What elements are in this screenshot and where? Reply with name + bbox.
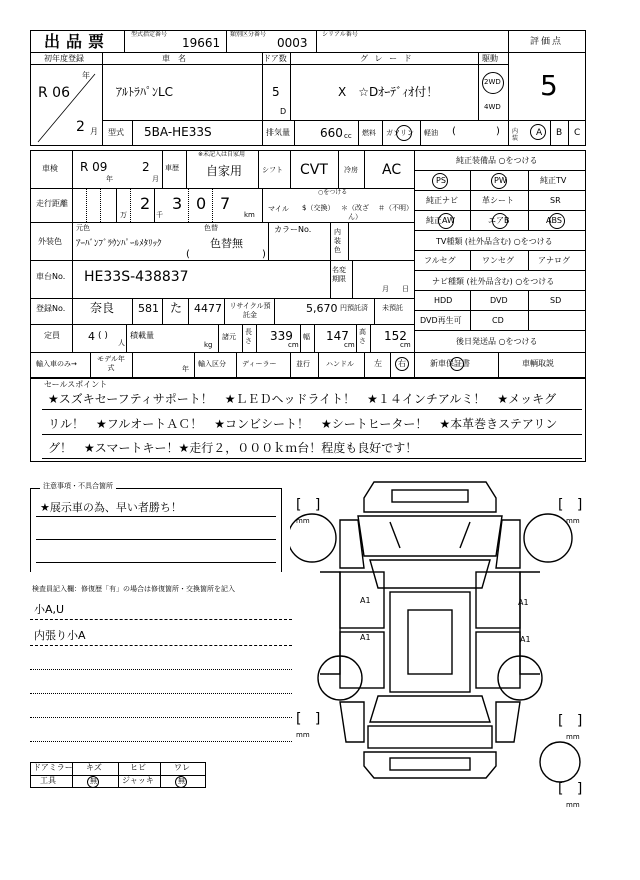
width-cm: cm — [344, 341, 355, 349]
interior-color-label: 内装色 — [334, 228, 341, 254]
fuel-bracket-l: ( — [452, 126, 456, 137]
dvd-play: DVD再生可 — [420, 316, 462, 325]
missing-jack: ジャッキ — [122, 776, 154, 785]
drive-label: 駆動 — [482, 54, 498, 63]
capacity-value: 4 — [88, 330, 95, 343]
dvd-cd: CD — [492, 316, 504, 325]
import-label: 輸入車のみ→ — [36, 360, 77, 368]
recycle-label: リサイクル預託金 — [229, 302, 271, 319]
mileage-sen-unit: 千 — [156, 211, 163, 219]
rear-plate — [390, 758, 470, 770]
height-label: 高さ — [359, 328, 366, 345]
parallel-label: 並行 — [296, 360, 310, 368]
front-right-door — [476, 572, 520, 628]
missing-tool: 工具 — [40, 776, 56, 785]
inspection-month: 2 — [142, 160, 150, 174]
color-no-label: カラーNo. — [274, 225, 312, 234]
damage-mark-1: A1 — [360, 596, 371, 605]
first-reg-era: R 06 — [38, 85, 70, 101]
ac-value: AC — [382, 162, 402, 178]
height-cm: cm — [400, 341, 411, 349]
fuel-diesel: 軽油 — [424, 129, 438, 137]
tv-oneseg: ワンセグ — [482, 256, 514, 265]
damage-mark-2: A1 — [518, 598, 529, 607]
car-damage-diagram — [290, 476, 590, 816]
load-unit: kg — [204, 341, 213, 349]
height-value: 152 — [384, 329, 407, 343]
later-title: 後日発送品 ○をつける — [456, 337, 538, 346]
tv-full: フルセグ — [424, 256, 456, 265]
car-name-label: 車 名 — [162, 54, 186, 63]
equip-sr: SR — [550, 196, 561, 205]
rear-bumper — [364, 752, 496, 778]
interior-grade-b: B — [556, 128, 563, 138]
equip-leather: 革シート — [482, 196, 514, 205]
front-bumper — [364, 482, 496, 512]
mileage-circle-note: ○をつける — [318, 189, 348, 196]
interior-label: 内装 — [512, 128, 519, 142]
reg-region: 奈良 — [90, 301, 115, 315]
tire-bracket-rr: [ ] — [558, 713, 583, 729]
mileage-opt-tampered: ＊（改ざん） — [341, 204, 369, 221]
width-value: 147 — [326, 329, 349, 343]
equip-aw-circle — [438, 213, 454, 229]
missing-tool-status: 無 — [90, 777, 97, 785]
back-door — [368, 726, 492, 748]
color-paren-r: ) — [262, 249, 266, 260]
nav-dvd: DVD — [490, 296, 508, 305]
fuel-label: 燃料 — [362, 129, 376, 137]
roof — [390, 592, 470, 692]
color-paren-l: ( — [186, 249, 190, 260]
history-value: 自家用 — [206, 164, 243, 178]
displacement-unit: cc — [344, 132, 352, 140]
missing-jack-status: 無 — [178, 777, 185, 785]
dims-label: 諸元 — [222, 333, 236, 341]
ac-label: 冷房 — [344, 166, 358, 174]
name-change-month: 月 — [382, 285, 389, 293]
doors-value: 5 — [272, 85, 280, 99]
mileage-opt-unknown: ＃（不明） — [378, 204, 413, 212]
shift-value: CVT — [300, 162, 328, 178]
displacement-value: 660 — [320, 126, 343, 140]
sales-label: セールスポイント — [44, 380, 108, 389]
windshield — [370, 560, 490, 588]
missing-tool-circle — [87, 776, 99, 788]
fuel-gas-circle — [396, 125, 412, 141]
capacity-unit: 人 — [118, 339, 125, 347]
chassis-value: HE33S-438837 — [84, 269, 189, 285]
inspection-year-unit: 年 — [106, 175, 113, 183]
tv-title: TV種類 (社外品含む) ○をつける — [436, 237, 553, 246]
inspector-line-1: 小A,U — [34, 603, 65, 616]
tire-mm-fr: mm — [566, 517, 580, 525]
model-year-unit: 年 — [182, 365, 189, 373]
capacity-paren: ( ) — [98, 331, 108, 341]
length-value: 339 — [270, 329, 293, 343]
mileage-man-unit: 万 — [120, 211, 127, 219]
tire-mm-spare: mm — [566, 801, 580, 809]
color-sublabel: 元色 — [76, 224, 90, 232]
later-manual: 車輌取説 — [522, 359, 554, 368]
color-label: 外装色 — [38, 237, 62, 246]
first-reg-year-unit: 年 — [82, 71, 90, 80]
handle-left: 左 — [374, 359, 382, 368]
inspection-label: 車検 — [42, 164, 58, 173]
missing-h-break: ワレ — [174, 763, 190, 772]
doors-sub: D — [280, 107, 287, 116]
notes-label: 注意事項・不具合箇所 — [40, 483, 116, 490]
grade-label: グ レ ー ド — [360, 54, 414, 63]
first-reg-month: 2 — [76, 119, 85, 135]
handle-right-circle — [395, 357, 409, 371]
car-name-value: ｱﾙﾄﾗﾊﾟﾝLC — [116, 85, 174, 99]
category-value: 0003 — [277, 36, 308, 50]
missing-h-crack: ヒビ — [130, 763, 146, 772]
hood — [358, 516, 502, 556]
fuel-gas: ガソリン — [386, 129, 414, 137]
history-note: ※未記入は自家用 — [198, 151, 246, 158]
model-value: 5BA-HE33S — [144, 125, 212, 139]
interior-grade-a-circle — [530, 124, 546, 140]
spare-wheel — [540, 742, 580, 782]
notes-text: ★展示車の為、早い者勝ち！ — [40, 501, 182, 514]
tire-bracket-rl: [ ] — [296, 711, 321, 727]
equip-aw: 純正AW — [426, 216, 455, 225]
inspection-era: R 09 — [80, 160, 108, 174]
drive-2wd: 2WD — [484, 78, 501, 86]
interior-grade-c: C — [574, 128, 581, 138]
missing-jack-circle — [175, 776, 187, 788]
color-value: ｱｰﾊﾞﾝﾌﾞﾗｳﾝﾊﾟｰﾙﾒﾀﾘｯｸ — [76, 239, 162, 249]
tire-bracket-spare: [ ] — [558, 781, 583, 797]
grade-value: X ☆Dｵｰﾃﾞｨｵ付！ — [338, 85, 439, 99]
dealer-label: ディーラー — [242, 360, 277, 368]
front-left-fender — [340, 520, 364, 568]
tire-mm-rr: mm — [566, 733, 580, 741]
reg-class: 581 — [138, 302, 159, 315]
reg-number: 4477 — [194, 302, 222, 315]
serial-label: シリアル番号 — [322, 31, 358, 38]
rear-right-quarter — [496, 702, 520, 742]
tire-bracket-fr: [ ] — [558, 497, 583, 513]
recycle-status: 円預託済 — [340, 304, 368, 312]
displacement-label: 排気量 — [266, 128, 290, 137]
front-right-fender — [496, 520, 520, 568]
equip-navi: 純正ナビ — [426, 196, 458, 205]
sales-line-3: グ！ ★スマートキー！★走行２，０００ｋｍ台！程度も良好です！ — [48, 441, 418, 455]
mileage-opt-mile: マイル — [268, 205, 289, 213]
tire-mm-rl: mm — [296, 731, 310, 739]
rear-window — [370, 696, 490, 722]
mileage-digit-1: 3 — [172, 194, 183, 213]
rating-value: 5 — [540, 69, 558, 102]
mileage-opt-exchange: $（交換） — [302, 204, 335, 212]
drive-4wd: 4WD — [484, 103, 501, 111]
import-type-label: 輸入区分 — [198, 360, 226, 368]
reg-kana: た — [170, 301, 183, 315]
inspector-label: 検査員記入欄：修復歴「有」の場合は修復箇所・交換箇所を記入 — [32, 585, 235, 593]
later-warranty-circle — [450, 357, 464, 371]
sales-line-2: リル！ ★フルオートＡＣ！ ★コンビシート！ ★シートヒーター！ ★本革巻きステアリン — [48, 417, 558, 431]
genuine-title: 純正装備品 ○をつける — [456, 156, 538, 165]
tire-mm-fl: mm — [296, 517, 310, 525]
damage-mark-3: A1 — [360, 633, 371, 642]
width-label: 幅 — [303, 333, 310, 341]
equip-ps: PS — [436, 176, 446, 185]
rear-left-quarter — [340, 702, 364, 742]
mileage-label: 走行距離 — [36, 199, 68, 208]
color-change-value: 色替無 — [210, 237, 243, 250]
mileage-digit-2: 0 — [196, 194, 207, 213]
recycle-value: 5,670 — [306, 302, 338, 315]
first-reg-label: 初年度登録 — [44, 54, 84, 63]
type-cert-label: 型式指定番号 — [131, 31, 168, 38]
model-label: 型式 — [108, 128, 124, 137]
equip-pw: PW — [494, 176, 507, 185]
inspector-line-2: 内張り小A — [34, 629, 86, 642]
equip-abs: ABS — [546, 216, 562, 225]
length-label: 長さ — [245, 328, 252, 345]
front-grille — [392, 490, 468, 502]
missing-h-scratch: キズ — [86, 763, 102, 772]
handle-right: 右 — [398, 359, 406, 368]
equip-airbag-circle — [492, 213, 508, 229]
capacity-label: 定員 — [44, 331, 60, 340]
missing-h-mirror: ドアミラー — [33, 763, 73, 772]
equip-pw-circle — [491, 173, 507, 189]
name-change-day: 日 — [402, 285, 409, 293]
interior-grade-a: A — [536, 128, 543, 138]
sales-line-1: ★スズキセーフティサポート！ ★ＬＥＤヘッドライト！ ★１４インチアルミ！ ★メッキグ — [48, 392, 557, 406]
load-label: 積載量 — [130, 331, 154, 340]
front-right-wheel — [524, 514, 572, 562]
page-title: 出品票 — [44, 32, 111, 51]
mileage-man: 2 — [140, 194, 151, 213]
inspection-month-unit: 月 — [152, 175, 159, 183]
nav-hdd: HDD — [434, 296, 453, 305]
shift-label: シフト — [262, 166, 283, 174]
mileage-digit-3: 7 — [220, 194, 231, 213]
damage-mark-4: A1 — [520, 635, 531, 644]
equip-airbag: エアB — [488, 216, 510, 225]
tv-analog: アナログ — [538, 256, 570, 265]
equip-abs-circle — [549, 213, 565, 229]
doors-label: ドア数 — [263, 54, 287, 63]
handle-label: ハンドル — [326, 360, 354, 368]
nav-sd: SD — [550, 296, 562, 305]
chassis-label: 車台No. — [36, 272, 66, 281]
later-warranty: 新車保証書 — [430, 359, 470, 368]
category-label: 類別区分番号 — [230, 31, 267, 38]
equip-tv: 純正TV — [540, 176, 567, 185]
mileage-km: km — [244, 211, 255, 219]
rating-label: 評価点 — [530, 37, 564, 47]
first-reg-month-unit: 月 — [90, 127, 98, 136]
tire-bracket-fl: [ ] — [296, 497, 321, 513]
nav-title: ナビ種類 (社外品含む) ○をつける — [432, 277, 555, 286]
length-cm: cm — [288, 341, 299, 349]
color-code-label: 色替 — [204, 224, 218, 232]
name-change-label: 名変期限 — [332, 266, 346, 283]
model-year-label: モデル年式 — [97, 355, 125, 372]
fuel-bracket-r: ) — [496, 126, 500, 137]
roof-panel — [408, 610, 452, 674]
type-cert-value: 19661 — [182, 36, 221, 50]
recycle-unpaid: 未預託 — [382, 304, 403, 312]
equip-ps-circle — [432, 173, 448, 189]
reg-label: 登録No. — [36, 304, 66, 313]
history-label: 車歴 — [165, 164, 179, 172]
